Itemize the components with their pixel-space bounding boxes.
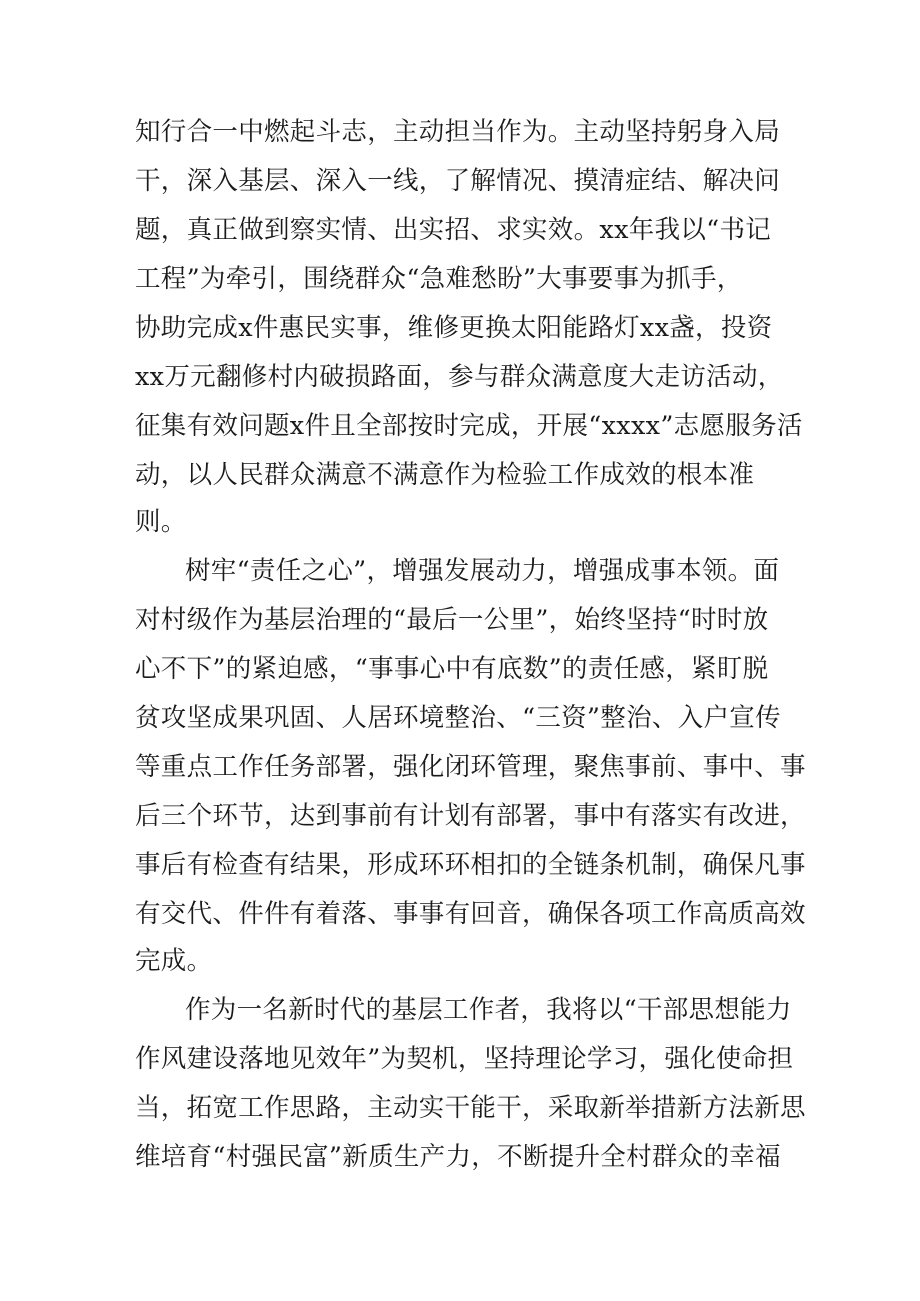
- paragraph-start-line: 作为一名新时代的基层工作者，我将以“干部思想能力: [185, 995, 792, 1025]
- text-line: 作风建设落地见效年”为契机，坚持理论学习，强化使命担: [135, 1044, 794, 1074]
- text-line: 干，深入基层、深入一线，了解情况、摸清症结、解决问: [135, 166, 781, 196]
- text-line: 有交代、件件有着落、事事有回音，确保各项工作高质高效: [135, 899, 806, 929]
- text-line: 维培育“村强民富”新质生产力，不断提升全村群众的幸福: [135, 1142, 781, 1172]
- text-line: 心不下”的紧迫感，“事事心中有底数”的责任感，紧盯脱: [135, 654, 769, 684]
- paragraph-start-line: 树牢“责任之心”，增强发展动力，增强成事本领。面: [185, 556, 780, 586]
- text-line: 等重点工作任务部署，强化闭环管理，聚焦事前、事中、事: [135, 752, 806, 782]
- text-line: 征集有效问题x件且全部按时完成，开展“xxxx”志愿服务活: [135, 411, 803, 441]
- text-line: 后三个环节，达到事前有计划有部署，事中有落实有改进，: [135, 801, 806, 831]
- text-line: 贫攻坚成果巩固、人居环境整治、“三资”整治、入户宣传: [135, 703, 781, 733]
- text-line: 则。: [135, 507, 187, 537]
- text-line: 动，以人民群众满意不满意作为检验工作成效的根本准: [135, 460, 755, 490]
- text-line: 知行合一中燃起斗志，主动担当作为。主动坚持躬身入局: [135, 117, 781, 147]
- text-line: 协助完成x件惠民实事，维修更换太阳能路灯xx盏，投资: [135, 313, 773, 343]
- text-line: 对村级作为基层治理的“最后一公里”，始终坚持“时时放: [135, 605, 769, 635]
- text-line: xx万元翻修村内破损路面，参与群众满意度大走访活动，: [135, 362, 784, 392]
- text-line: 题，真正做到察实情、出实招、求实效。xx年我以“书记: [135, 215, 772, 245]
- text-line: 事后有检查有结果，形成环环相扣的全链条机制，确保凡事: [135, 850, 806, 880]
- text-line: 当，拓宽工作思路，主动实干能干，采取新举措新方法新思: [135, 1093, 806, 1123]
- text-line: 完成。: [135, 946, 213, 976]
- text-line: 工程”为牵引，围绕群众“急难愁盼”大事要事为抓手，: [135, 264, 743, 294]
